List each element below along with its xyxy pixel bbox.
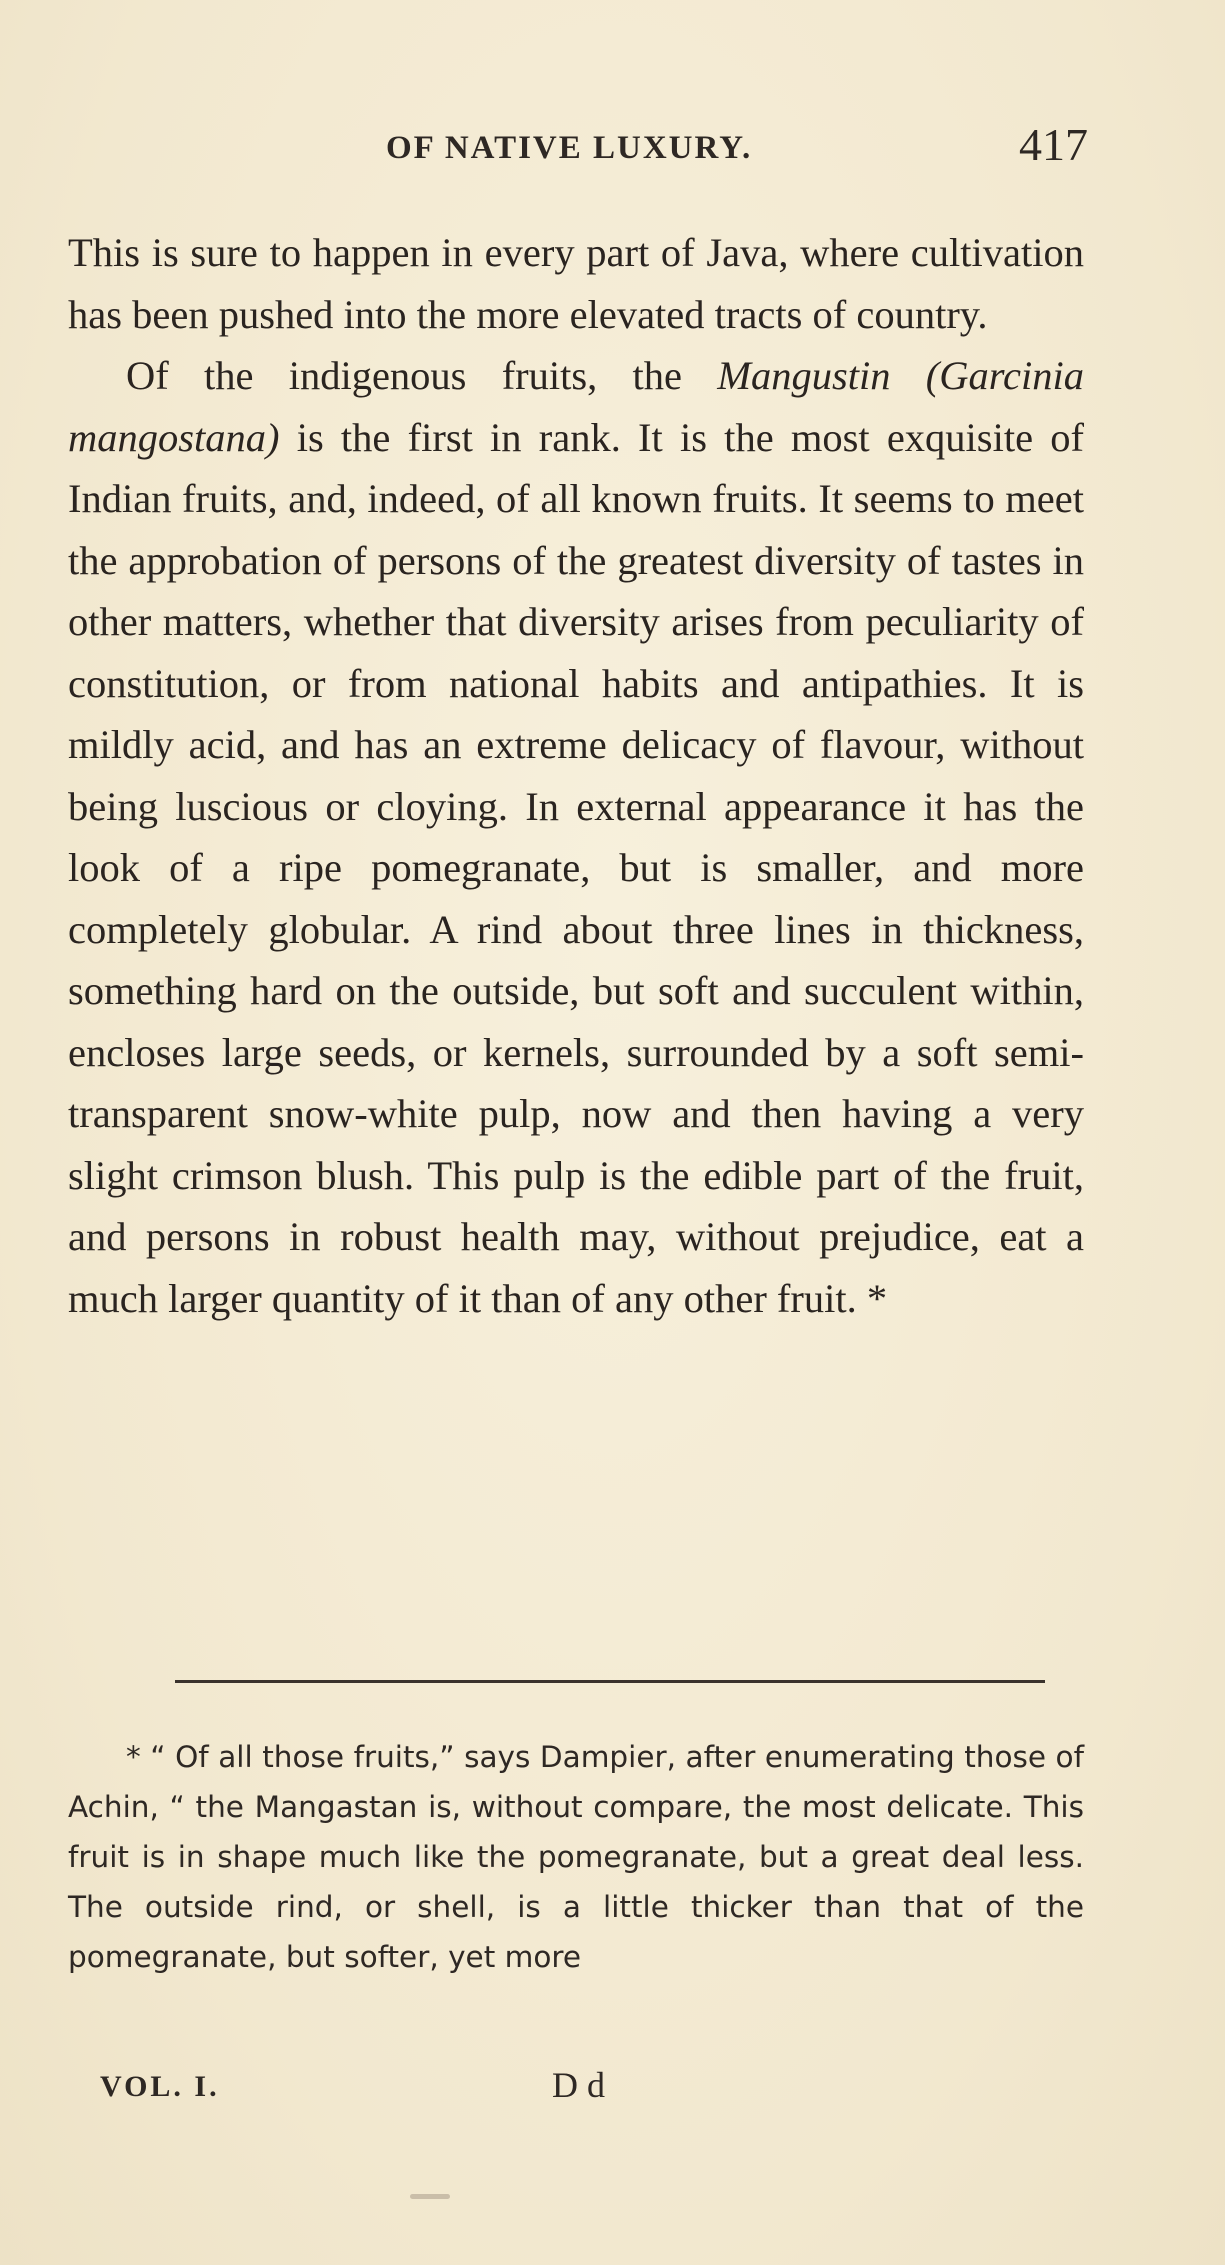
running-head: OF NATIVE LUXURY. [386, 130, 753, 166]
footnote-rule [175, 1680, 1045, 1683]
page-header [68, 118, 1088, 178]
main-text [68, 222, 1084, 1329]
species-name: Mangustin (Garcinia mangostana) [68, 353, 1085, 460]
paragraph-2-lead: Of the indigenous fruits, the [126, 353, 718, 398]
footnote-text: * “ Of all those fruits,” says Dampier, after enumerating those of Achin, “ the Mangastan is, without compare, the most delicate. This fruit is in shape much like the pomegranate, but a great deal less. The outside rind, or shell, is a little thicker than that of the pomegranate, but softer, yet more [68, 1740, 1084, 1974]
footnote [68, 1732, 1084, 1982]
paragraph-1: This is sure to happen in every part of Java, where cultivation has been pushed into the more elevated tracts of country. [68, 230, 1084, 337]
paragraph-2 [68, 345, 1084, 1329]
signature-mark: D d [552, 2065, 605, 2105]
paragraph-2-rest: is the first in rank. It is the most exquisite of Indian fruits, and, indeed, of all known fruits. It seems to meet the approbation of persons of the greatest diversity of tastes in other matters, whether that diversity arises from peculiarity of constitution, or from national habits and antipathies. It is mildly acid, and has an extreme delicacy of flavour, without being luscious or cloying. In external appearance it has the look of a ripe pomegranate, but is smaller, and more completely globular. A rind about three lines in thickness, something hard on the outside, but soft and succulent within, encloses large seeds, or kernels, surrounded by a soft semi-transparent snow-white pulp, now and then having a very slight crimson blush. This pulp is the edible part of the fruit, and persons in robust health may, without prejudice, eat a much larger quantity of it than of any other fruit. * [68, 414, 1084, 1321]
page-number: 417 [1019, 119, 1088, 170]
volume-label: VOL. I. [100, 2070, 220, 2103]
signature-line [100, 2065, 700, 2120]
ink-smudge [410, 2194, 450, 2199]
